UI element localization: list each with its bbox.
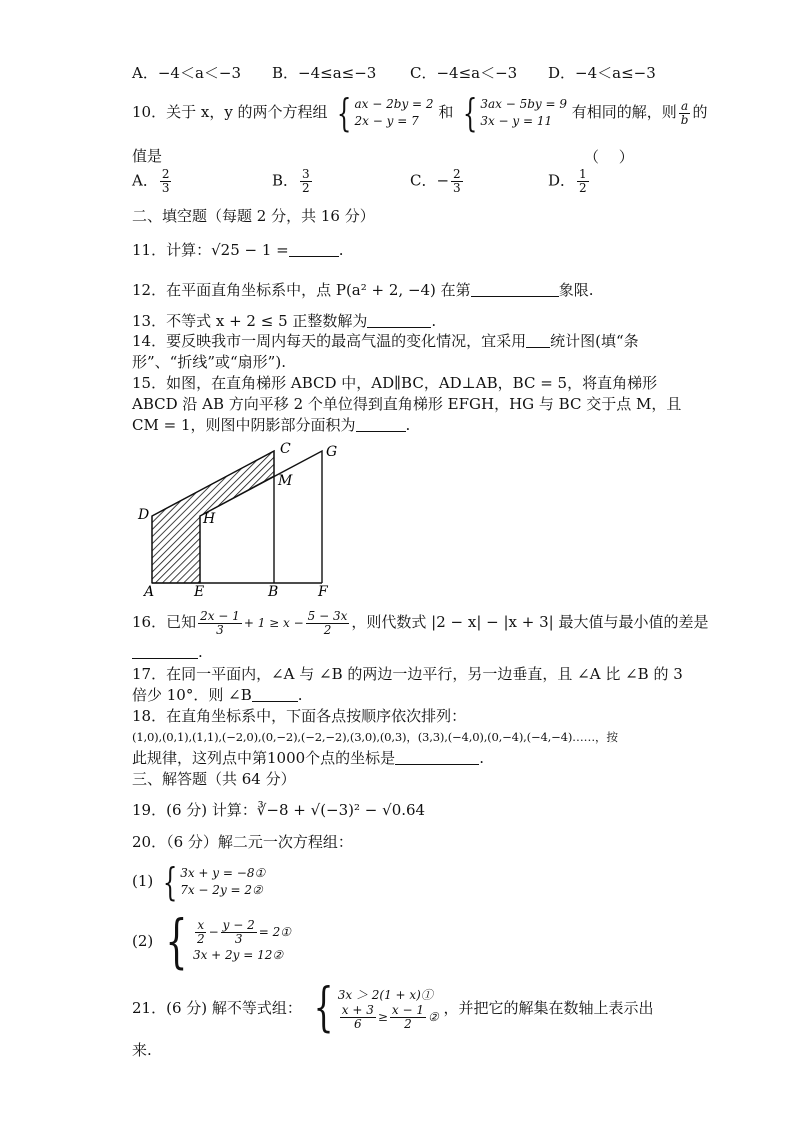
q15-blank[interactable]: [356, 417, 406, 432]
q9-option-a: A．−4＜a＜−3: [132, 64, 241, 82]
q16-line2: .: [132, 642, 203, 662]
q15-line3: CM = 1，则图中阴影部分面积为 .: [132, 416, 411, 434]
q10-suffix2: 的: [692, 103, 708, 121]
label-h: H: [203, 511, 216, 527]
section-2-title: 二、填空题（每题 2 分，共 16 分）: [132, 207, 375, 225]
q13: 13．不等式 x + 2 ≤ 5 正整数解为 .: [132, 312, 437, 330]
q10-suffix: 有相同的解，则: [571, 103, 677, 121]
q20-p2-eq2: 3x + 2y = 12②: [192, 947, 284, 962]
q10-option-a: A． $\frac{2}{3}$: [132, 167, 170, 195]
q9-option-d: D．−4＜a≤−3: [548, 64, 656, 82]
label-e: E: [194, 584, 205, 600]
label-d: D: [138, 507, 150, 523]
q13-blank[interactable]: [367, 313, 431, 328]
q12: 12．在平面直角坐标系中，点 P(a² + 2, −4) 在第 象限.: [132, 281, 594, 299]
q21-ineq1: 3x ＞ 2(1 + x)①: [337, 987, 433, 1002]
q10-mid: 和: [438, 103, 454, 121]
q9-option-c: C．−4≤a＜−3: [410, 64, 518, 82]
q9-option-b: B．−4≤a≤−3: [272, 64, 377, 82]
q10-question: [132, 91, 708, 135]
section-3-title: 三、解答题（共 64 分）: [132, 770, 296, 788]
q10-line2: 值是: [132, 147, 163, 165]
q10-fraction: $\frac{a}{b}$: [680, 98, 689, 127]
q17-line2: 倍少 10°．则 ∠B .: [132, 686, 303, 704]
q10-answer-paren: （ ）: [584, 148, 634, 166]
q15-line2: ABCD 沿 AB 方向平移 2 个单位得到直角梯形 EFGH，HG 与 BC 交于点 M，且: [132, 395, 682, 413]
q10-system-2: { 3ax − 5by = 9 3x − y = 11: [462, 91, 567, 135]
q10-system-1: { ax − 2by = 2 2x − y = 7: [337, 91, 434, 135]
q11-blank[interactable]: [289, 242, 339, 257]
q20-p1-eq2: 7x − 2y = 2②: [180, 883, 263, 897]
q18-line2: (1,0),(0,1),(1,1),(−2,0),(0,−2),(−2,−2),(3,0),(0,3)，(3,3),(−4,0),(0,−4),(−4,−4)……，按: [132, 730, 618, 744]
q18-line1: 18．在直角坐标系中，下面各点按顺序依次排列：: [132, 707, 467, 725]
q15-line1: 15．如图，在直角梯形 ABCD 中，AD∥BC，AD⊥AB，BC = 5，将直角梯形: [132, 374, 658, 392]
q11: 11．计算：√25 − 1 = .: [132, 241, 344, 259]
q20-part1: (1) { 3x + y = −8① 7x − 2y = 2②: [132, 860, 266, 904]
q16-blank[interactable]: [132, 644, 198, 659]
label-c: C: [280, 441, 291, 457]
q10-prefix: 10．关于 x，y 的两个方程组: [132, 103, 328, 121]
q10-sys2-eq1: 3ax − 5by = 9: [480, 97, 567, 111]
q14-blank[interactable]: [526, 333, 550, 348]
q17-line1: 17．在同一平面内，∠A 与 ∠B 的两边一边平行，另一边垂直，且 ∠A 比 ∠B 的 3: [132, 665, 683, 683]
q10-option-d: D． $\frac{1}{2}$: [548, 167, 587, 195]
label-g: G: [326, 444, 338, 460]
q16-line1: 16．已知 $\frac{2x - 1}{3}$ + 1 ≥ x − $\frac{5 - 3x}{2}$ ，则代数式 |2 − x| − |x + 3| 最大值与最小值的差是: [132, 608, 709, 637]
q21-line2: 来.: [132, 1041, 152, 1059]
q18-line3: 此规律，这列点中第1000个点的坐标是 .: [132, 749, 484, 767]
q21-ineq2: $\frac{x + 3}{6}$ ≥ $\frac{x - 1}{2}$ ②: [341, 1002, 439, 1031]
label-a: A: [144, 584, 155, 600]
q20-part2: (2) { $\frac{x}{2}$ − $\frac{y - 2}{3}$ = 2① 3x + 2y = 12②: [132, 907, 292, 975]
trapezoid-figure: [130, 438, 350, 600]
q10-sys1-eq2: 2x − y = 7: [354, 114, 419, 128]
q18-blank[interactable]: [395, 750, 479, 765]
q20-title: 20．（6 分）解二元一次方程组：: [132, 833, 353, 851]
q19: 19．(6 分) 计算：∛−8 + √(−3)² − √0.64: [132, 801, 426, 819]
q21-line1: 21．(6 分) 解不等式组： { 3x ＞ 2(1 + x)① $\frac{x + 3}{6}$ ≥ $\frac{x - 1}{2}$ ② ，并把它的解集在数轴上表示出: [132, 978, 654, 1038]
q10-sys1-eq1: ax − 2by = 2: [354, 97, 434, 111]
q14-line1: 14．要反映我市一周内每天的最高气温的变化情况，宜采用 统计图(填“条: [132, 332, 639, 350]
q17-blank[interactable]: [252, 687, 298, 702]
label-f: F: [318, 584, 328, 600]
q10-sys2-eq2: 3x − y = 11: [480, 114, 553, 128]
label-m: M: [278, 473, 293, 489]
label-b: B: [268, 584, 279, 600]
q20-p1-eq1: 3x + y = −8①: [180, 866, 266, 880]
q10-option-b: B． $\frac{3}{2}$: [272, 167, 310, 195]
q20-p2-eq1: $\frac{x}{2}$ − $\frac{y - 2}{3}$ = 2①: [196, 917, 292, 946]
q14-line2: 形”、“折线”或“扇形”).: [132, 353, 286, 371]
q12-blank[interactable]: [471, 282, 559, 297]
q10-option-c: C．− $\frac{2}{3}$: [410, 167, 461, 195]
